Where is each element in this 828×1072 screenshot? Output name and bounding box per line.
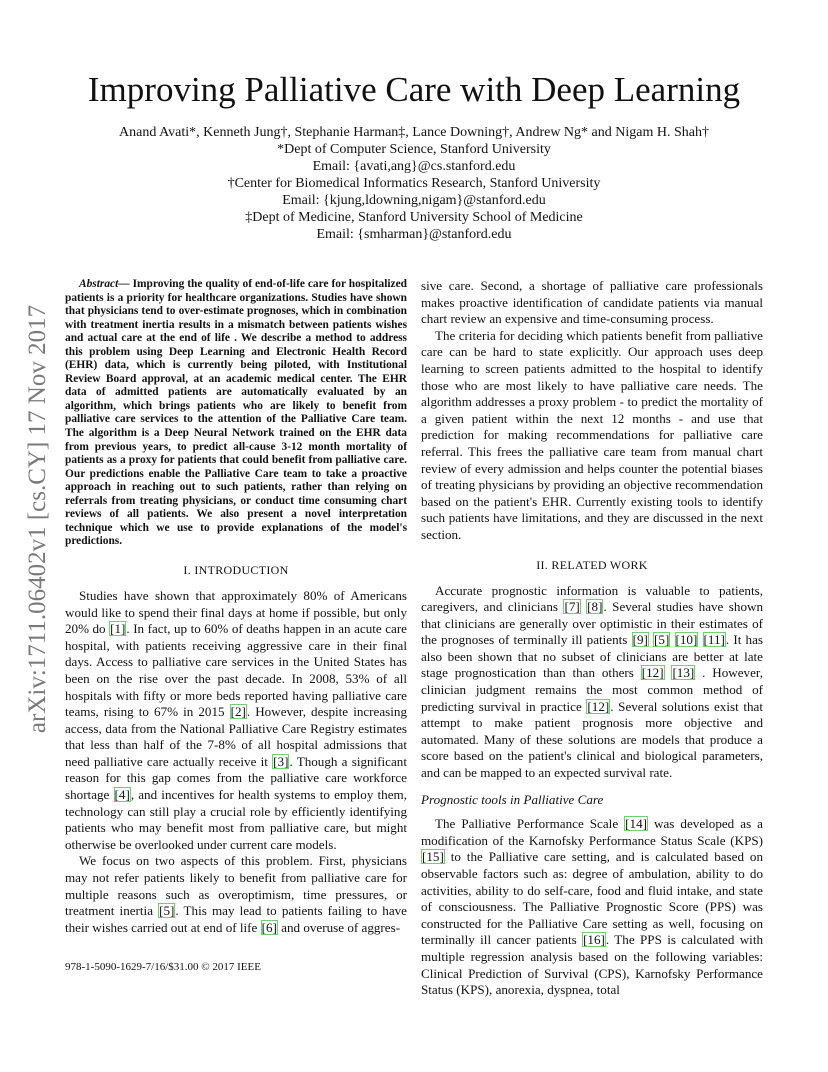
text-run: . Several studies have shown that clinicians are generally over optimistic in their estimates of the prognoses of terminally ill patients bbox=[421, 599, 763, 648]
citation-link[interactable]: [4] bbox=[114, 787, 130, 803]
email-bmir: Email: {kjung,ldowning,nigam}@stanford.edu bbox=[282, 193, 546, 208]
affiliation-cs: *Dept of Computer Science, Stanford University bbox=[277, 142, 551, 157]
citation-link[interactable]: [3] bbox=[273, 753, 289, 769]
affiliation-bmir: †Center for Biomedical Informatics Research, Stanford University bbox=[227, 176, 601, 191]
abstract-text: Improving the quality of end-of-life care for hospitalized patients is a priority for healthcare organizations. Studies have shown that physicians tend to over-estimate prognoses, which in combination with treatment inertia results in a mismatch between patients wishes and actual care at the end of life . We describe a method to address this problem using Deep Learning and Electronic Health Record (EHR) data, which is currently being piloted, with Institutional Review Board approval, at an academic medical center. The EHR data of admitted patients are automatically evaluated by an algorithm, which brings patients who are likely to benefit from palliative care services to the attention of the Palliative Care team. The algorithm is a Deep Neural Network trained on the EHR data from previous years, to predict all-cause 3-12 month mortality of patients as a proxy for patients that could benefit from palliative care. Our predictions enable the Palliative Care team to take a proactive approach in reaching out to such patients, rather than relying on referrals from treating physicians, or conduct time consuming chart reviews of all patients. We also present a novel interpretation technique which we use to provide explanations of the model's predictions. bbox=[65, 278, 407, 548]
email-medicine: Email: {smharman}@stanford.edu bbox=[316, 227, 512, 242]
intro-paragraph-3: The criteria for deciding which patients benefit from palliative care can be hard to state explicitly. Our approach uses deep learning to screen patients admitted to the hospital to identify those who are most likely to have palliative care needs. The algorithm addresses a proxy problem - to predict the mortality of a given patient within the next 12 months - and use that prediction for making recommendations for palliative care referral. This frees the palliative care team from manual chart review of every admission and helps counter the potential biases of treating physicians by providing an objective recommendation based on the patient's EHR. Currently existing tools to identify such patients have limitations, and they are discussed in the next section. bbox=[421, 327, 763, 542]
abstract bbox=[65, 278, 407, 549]
text-run: was developed as a modification of the Karnofsky Performance Status Scale (KPS) bbox=[421, 816, 763, 848]
left-column bbox=[65, 278, 407, 936]
text-run: . The PPS is calculated with multiple regression analysis based on the following variables: Clinical Prediction of Survival (CPS), Karnofsky Performance Status (KPS), anorexia, dyspnea, total bbox=[421, 932, 764, 998]
citation-link[interactable]: [10] bbox=[675, 632, 698, 648]
citation-link[interactable]: [12] bbox=[587, 698, 610, 714]
citation-link[interactable]: [6] bbox=[261, 919, 277, 935]
intro-paragraph-2 bbox=[65, 853, 407, 936]
prognostic-paragraph-1 bbox=[421, 816, 763, 999]
affiliation-medicine: ‡Dept of Medicine, Stanford University School of Medicine bbox=[245, 210, 583, 225]
intro-paragraph-continued: sive care. Second, a shortage of palliative care professionals makes proactive identification of candidate patients via manual chart review an expensive and time-consuming process. bbox=[421, 278, 763, 327]
text-run: . However, despite increasing access, data from the National Palliative Care Registry estimates that less than half of the 7-8% of all hospital admissions that need palliative care actually receive it bbox=[65, 704, 407, 769]
paper-title: Improving Palliative Care with Deep Learning bbox=[87, 70, 741, 109]
citation-link[interactable]: [9] bbox=[632, 632, 648, 648]
text-run: to the Palliative care setting, and is calculated based on observable factors such as: degree of ambulation, ability to do activities, ability to do self-care, food and fluid intake, and state of consciousness. The Palliative Prognostic Score (PPS) was constructed for the Palliative Care setting as well, focusing on terminally ill cancer patients bbox=[421, 849, 763, 948]
citation-link[interactable]: [15] bbox=[422, 849, 444, 865]
text-run: . It has also been shown that no subset of clinicians are better at late stage prognostication than than others bbox=[421, 632, 763, 681]
citation-link[interactable]: [5] bbox=[159, 903, 175, 919]
citation-link[interactable]: [16] bbox=[583, 932, 605, 948]
text-run: . In fact, up to 60% of deaths happen in an acute care hospital, with patients receiving aggressive care in their final days. Access to palliative care services in the United States has been on the rise over the past decade. In 2008, 53% of all hospitals with fifty or more beds reported having palliative care teams, rising to 67% in 2015 bbox=[65, 621, 407, 720]
text-run: . This may lead to patients failing to have their wishes carried out at end of life bbox=[65, 903, 407, 935]
text-run: and overuse of aggres- bbox=[277, 919, 401, 935]
author-block bbox=[0, 124, 828, 243]
text-run: . Though a significant reason for this gap comes from the palliative care workforce shortage bbox=[65, 753, 407, 803]
citation-link[interactable]: [7] bbox=[564, 599, 580, 615]
text-run: The Palliative Performance Scale bbox=[435, 816, 625, 832]
related-paragraph-1 bbox=[421, 583, 763, 782]
intro-paragraph-1 bbox=[65, 588, 407, 854]
text-run: . Several solutions exist that attempt to make patient prognosis more objective and automated. Many of these solutions are models that produce a score based on the patient's clinical and biological parameters, and can be mapped to an expected survival rate. bbox=[421, 698, 763, 781]
text-run: . However, clinician judgment remains the most common method of predicting survival in practice bbox=[421, 665, 763, 714]
right-column bbox=[421, 278, 763, 999]
arxiv-stamp-text: arXiv:1711.06402v1 [cs.CY] 17 Nov 2017 bbox=[24, 304, 51, 734]
citation-link[interactable]: [2] bbox=[230, 704, 246, 720]
author-list: Anand Avati*, Kenneth Jung†, Stephanie Harman‡, Lance Downing†, Andrew Ng* and Nigam H. Shah† bbox=[119, 125, 709, 140]
text-run: We focus on two aspects of this problem. First, physicians may not refer patients likely to benefit from palliative care for multiple reasons such as overoptimism, time pressures, or treatment inertia bbox=[65, 853, 407, 919]
citation-link[interactable]: [5] bbox=[654, 632, 670, 648]
abstract-label: Abstract— bbox=[79, 278, 130, 290]
arxiv-stamp bbox=[25, 280, 51, 758]
section-heading-introduction: I. INTRODUCTION bbox=[183, 562, 289, 577]
citation-link[interactable]: [14] bbox=[625, 816, 647, 832]
citation-link[interactable]: [1] bbox=[110, 621, 126, 637]
subsection-heading-prognostic-tools: Prognostic tools in Palliative Care bbox=[421, 791, 604, 807]
citation-link[interactable]: [12] bbox=[641, 665, 664, 681]
text-run: , and incentives for health systems to employ them, technology can still play a crucial role by efficiently identifying patients who may benefit most from palliative care, but might otherwise be overlooked under current care models. bbox=[65, 787, 408, 852]
email-cs: Email: {avati,ang}@cs.stanford.edu bbox=[312, 159, 516, 174]
citation-link[interactable]: [11] bbox=[703, 632, 725, 648]
text-run: Studies have shown that approximately 80% of Americans would like to spend their final days at home if possible, but only 20% do bbox=[65, 587, 407, 637]
citation-link[interactable]: [13] bbox=[672, 665, 695, 681]
text-run: Accurate prognostic information is valuable to patients, caregivers, and clinicians bbox=[421, 582, 763, 615]
citation-link[interactable]: [8] bbox=[587, 599, 603, 615]
copyright-footer: 978-1-5090-1629-7/16/$31.00 © 2017 IEEE bbox=[65, 961, 261, 973]
section-heading-related-work: II. RELATED WORK bbox=[536, 557, 648, 572]
